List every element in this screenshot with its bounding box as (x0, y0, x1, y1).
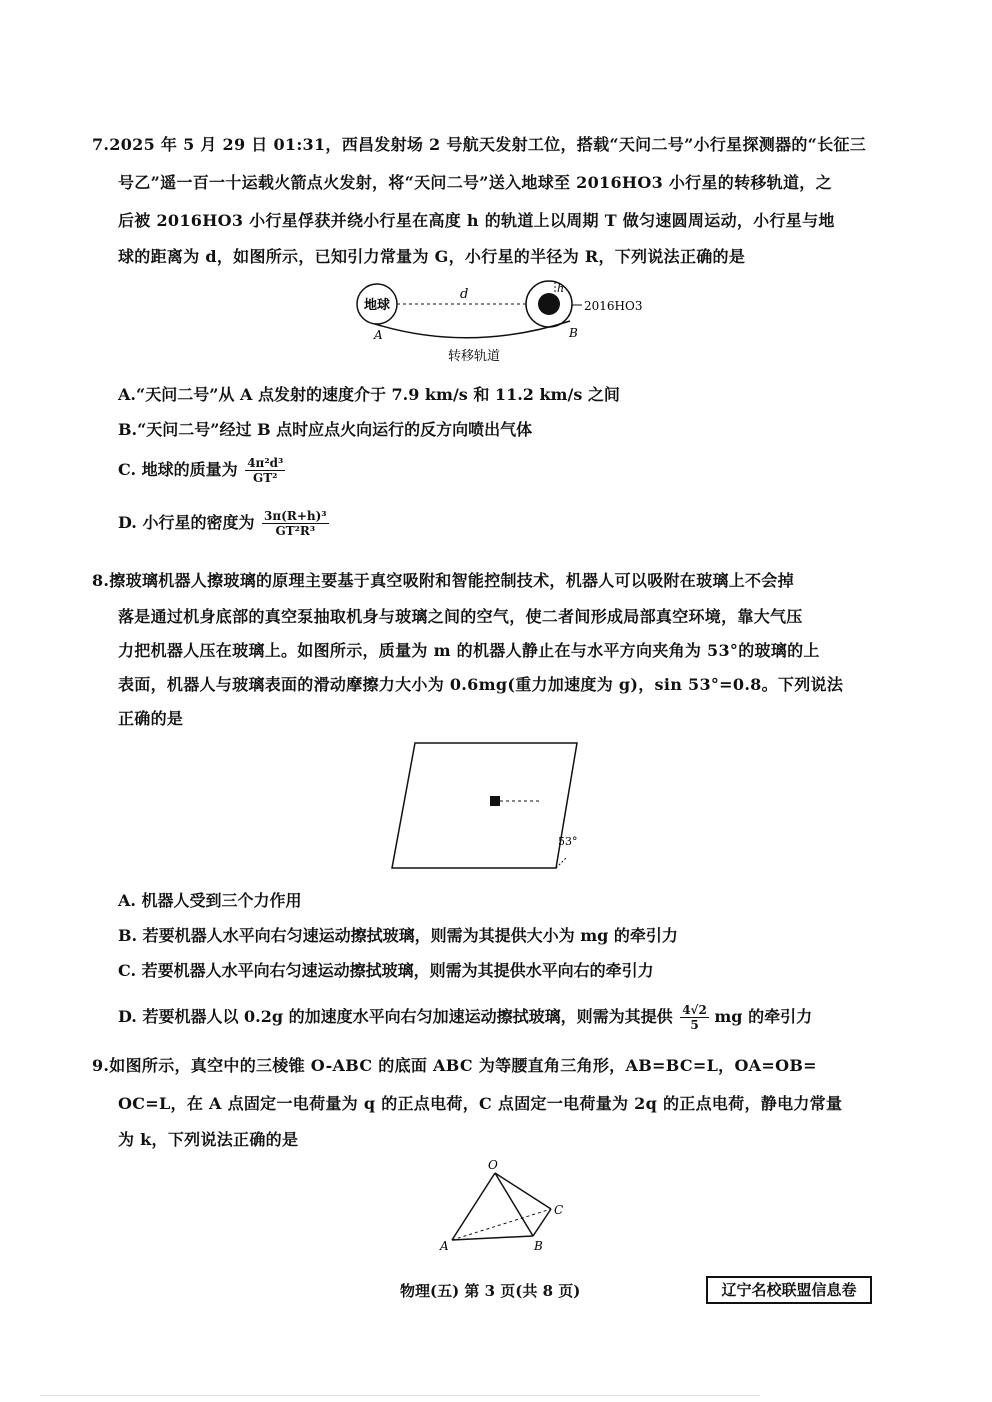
q8-option-d (118, 1003, 812, 1032)
q7-line-4: 球的距离为 d，如图所示，已知引力常量为 G，小行星的半径为 R，下列说法正确的是 (118, 247, 746, 266)
edge-oa (452, 1173, 495, 1240)
q7-option-d-denominator: GT²R³ (275, 524, 316, 538)
transfer-orbit-label: 转移轨道 (448, 349, 501, 364)
asteroid-body (538, 293, 560, 315)
q8-option-c: C. 若要机器人水平向右匀速运动擦拭玻璃，则需为其提供水平向右的牵引力 (118, 961, 654, 980)
height-label: h (557, 282, 565, 295)
glass-pane (392, 743, 577, 868)
q7-option-d (118, 509, 329, 538)
distance-label: d (460, 287, 469, 302)
edge-oc (495, 1173, 551, 1209)
q7-option-b: B.“天问二号”经过 B 点时应点火向运行的反方向喷出气体 (118, 420, 533, 439)
q7-orbit-figure (350, 278, 670, 368)
q8-option-d-text: D. 若要机器人以 0.2g 的加速度水平向右匀加速运动擦拭玻璃，则需为其提供 (118, 1007, 673, 1026)
vertex-c-label: C (554, 1203, 564, 1217)
asteroid-label: 2016HO3 (584, 299, 643, 313)
q8-line-3: 力把机器人压在玻璃上。如图所示，质量为 m 的机器人静止在与水平方向夹角为 53°的玻璃的上 (118, 641, 820, 660)
source-badge: 辽宁名校联盟信息卷 (706, 1276, 872, 1304)
q8-option-d-tail: mg 的牵引力 (714, 1007, 813, 1026)
edge-ob (495, 1173, 533, 1236)
angle-label: 53° (558, 835, 578, 848)
q8-option-d-fraction (680, 1003, 709, 1032)
q7-line-2: 号乙”遥一百一十运载火箭点火发射，将“天问二号”送入地球至 2016HO3 小行星的转移轨道，之 (118, 173, 832, 192)
q7-option-d-fraction (262, 509, 329, 538)
earth-label: 地球 (364, 298, 391, 313)
q8-glass-figure (390, 738, 590, 874)
point-a-label: A (374, 328, 383, 342)
vertex-a-label: A (440, 1239, 449, 1253)
vertex-b-label: B (534, 1239, 543, 1253)
q7-option-a: A.“天问二号”从 A 点发射的速度介于 7.9 km/s 和 11.2 km/s 之间 (118, 385, 620, 404)
q7-line-1: 7.2025 年 5 月 29 日 01:31，西昌发射场 2 号航天发射工位，搭载“天问二号”小行星探测器的“长征三 (92, 135, 867, 154)
q9-line-1: 9.如图所示，真空中的三棱锥 O-ABC 的底面 ABC 为等腰直角三角形，AB=BC=L，OA=OB= (92, 1056, 817, 1075)
q7-option-c-fraction (245, 456, 285, 485)
q8-line-2: 落是通过机身底部的真空泵抽取机身与玻璃之间的空气，使二者间形成局部真空环境，靠大气压 (118, 607, 803, 626)
vertex-o-label: O (488, 1158, 498, 1172)
bottom-divider (40, 1395, 760, 1396)
q7-option-c-numerator: 4π²d³ (247, 456, 284, 470)
q7-option-d-numerator: 3π(R+h)³ (264, 509, 327, 523)
q8-option-b: B. 若要机器人水平向右匀速运动擦拭玻璃，则需为其提供大小为 mg 的牵引力 (118, 926, 678, 945)
edge-bc (533, 1209, 551, 1236)
q7-line-3: 后被 2016HO3 小行星俘获并绕小行星在高度 h 的轨道上以周期 T 做匀速圆周运动，小行星与地 (118, 211, 835, 230)
q7-option-c-denominator: GT² (252, 471, 278, 485)
edge-ac (452, 1209, 551, 1240)
q8-line-4: 表面，机器人与玻璃表面的滑动摩擦力大小为 0.6mg(重力加速度为 g)，sin 53°=0.8。下列说法 (118, 675, 844, 694)
page-footer: 物理(五) 第 3 页(共 8 页) (400, 1282, 581, 1300)
q8-option-a: A. 机器人受到三个力作用 (118, 891, 302, 910)
point-b-label: B (569, 326, 578, 340)
q9-line-3: 为 k，下列说法正确的是 (118, 1130, 299, 1149)
q9-line-2: OC=L，在 A 点固定一电荷量为 q 的正点电荷，C 点固定一电荷量为 2q 的正点电荷，静电力常量 (118, 1094, 843, 1113)
q7-option-c-text: C. 地球的质量为 (118, 460, 238, 479)
robot-body (490, 796, 500, 806)
q7-option-d-text: D. 小行星的密度为 (118, 513, 255, 532)
q9-tetrahedron-figure (438, 1158, 578, 1258)
q8-option-d-denominator: 5 (690, 1018, 699, 1032)
q8-option-d-numerator: 4√2 (682, 1003, 707, 1017)
q8-line-5: 正确的是 (118, 709, 184, 728)
q7-option-c (118, 456, 285, 485)
q8-line-1: 8.擦玻璃机器人擦玻璃的原理主要基于真空吸附和智能控制技术，机器人可以吸附在玻璃上不会掉 (92, 571, 794, 590)
transfer-orbit (375, 321, 570, 338)
